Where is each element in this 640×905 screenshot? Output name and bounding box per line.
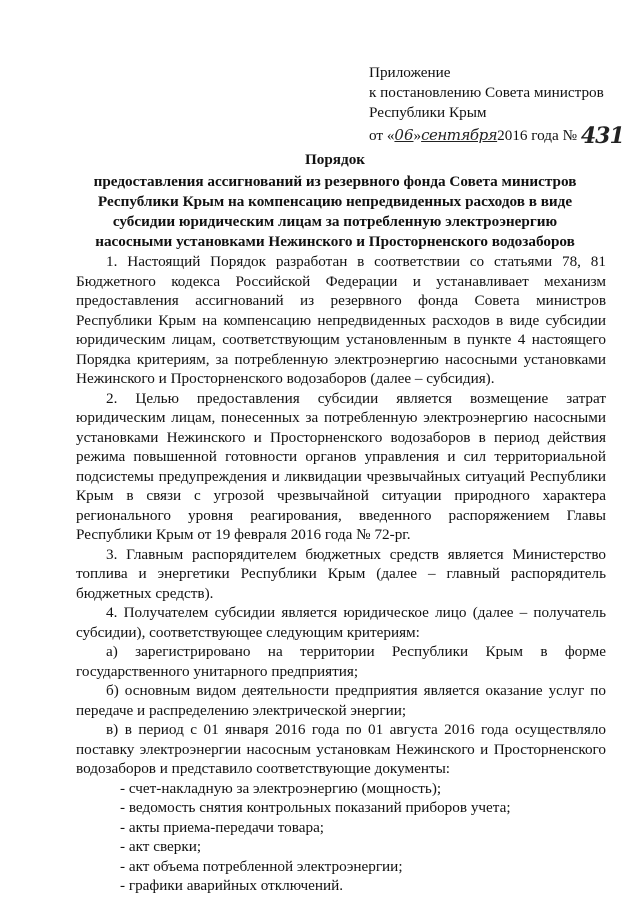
title-line-2: Республики Крым на компенсацию непредвиденных расходов в виде	[97, 193, 573, 210]
date-suffix: 2016 года №	[497, 127, 578, 144]
paragraph-4: 4. Получателем субсидии является юридическое лицо (далее – получатель субсидии), соответствующее следующим критериям:	[76, 604, 606, 641]
handwritten-number: 431	[580, 123, 624, 149]
title-line-4: насосными установками Нежинского и Просторненского водозаборов	[95, 233, 575, 250]
appendix-line-1: Приложение	[369, 64, 451, 81]
date-prefix: от «	[369, 127, 395, 144]
document-item: - ведомость снятия контрольных показаний приборов учета;	[120, 799, 511, 816]
title-heading: Порядок	[304, 151, 366, 168]
criterion-a: а) зарегистрировано на территории Республики Крым в форме государственного унитарного предприятия;	[76, 643, 606, 680]
paragraph-1: 1. Настоящий Порядок разработан в соответствии со статьями 78, 81 Бюджетного кодекса Российской Федерации и устанавливает механизм предоставления ассигнований из резервного фонда Совета министров Республики Крым на компенсацию непредвиденных расходов в виде субсидии юридическим лицам, соответствующим установленным в пункте 4 настоящего Порядка критериям, за потребленную электроэнергию насосными установками Нежинского и Просторненского водозаборов (далее – субсидия).	[76, 253, 606, 387]
document-item: - акт сверки;	[120, 838, 202, 855]
date-mid: »	[413, 127, 422, 144]
handwritten-day: 06	[394, 126, 414, 144]
document-item: - акты приема-передачи товара;	[120, 818, 325, 836]
appendix-line-3: Республики Крым	[369, 104, 487, 121]
criterion-b: б) основным видом деятельности предприятия является оказание услуг по передаче и распределению электрической энергии;	[76, 682, 606, 719]
document-body	[76, 252, 606, 896]
handwritten-month: сентября	[421, 126, 498, 144]
title-line-1: предоставления ассигнований из резервного фонда Совета министров	[93, 173, 577, 190]
document-title	[70, 150, 600, 252]
document-item: - графики аварийных отключений.	[120, 877, 344, 894]
document-item: - счет-накладную за электроэнергию (мощность);	[120, 779, 442, 797]
criterion-v: в) в период с 01 января 2016 года по 01 августа 2016 года осуществляло поставку электроэнергии насосным установкам Нежинского и Просторненского водозаборов и представило соответствующие документы:	[76, 721, 606, 777]
appendix-date-line	[369, 123, 629, 149]
document-item: - акт объема потребленной электроэнергии;	[120, 857, 403, 875]
title-line-3: субсидии юридическим лицам за потребленную электроэнергию	[112, 213, 558, 230]
paragraph-3: 3. Главным распорядителем бюджетных средств является Министерство топлива и энергетики Республики Крым (далее – главный распорядитель бюджетных средств).	[76, 545, 606, 602]
paragraph-2: 2. Целью предоставления субсидии является возмещение затрат юридическим лицам, понесенных за потребленную электроэнергию насосными установками Нежинского и Просторненского водозаборов в период действия режима повышенной готовности органов управления и сил территориальной подсистемы предупреждения и ликвидации чрезвычайных ситуаций Республики Крым в связи с угрозой чрезвычайной ситуации природного характера регионального уровня реагирования, введенного распоряжением Главы Республики Крым от 19 февраля 2016 года № 72-рг.	[76, 389, 606, 543]
appendix-header	[369, 63, 629, 149]
appendix-line-2: к постановлению Совета министров	[369, 84, 604, 101]
